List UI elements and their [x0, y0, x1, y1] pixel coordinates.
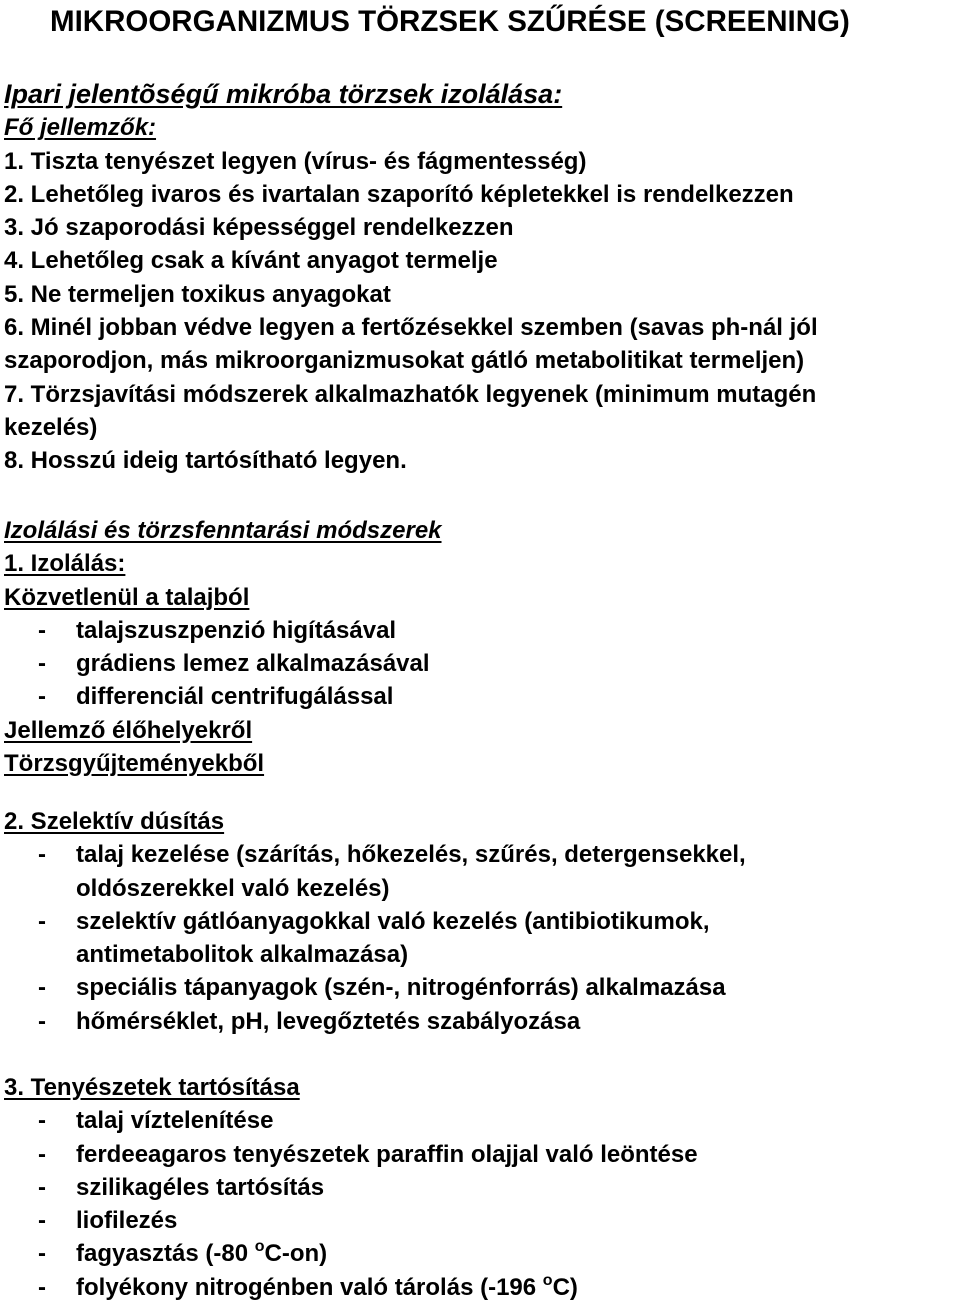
subheading: 1. Izolálás:: [4, 550, 126, 578]
list-item: - ferdeeagaros tenyészetek paraffin olajjal való leöntése: [38, 1140, 698, 1168]
list-item: - folyékony nitrogénben való tárolás (-196 $^o$C): [38, 1271, 578, 1301]
list-item: - speciális tápanyagok (szén-, nitrogénforrás) alkalmazása: [38, 974, 726, 1002]
section-heading: 2. Szelektív dúsítás: [4, 808, 225, 835]
list-item: - liofilezés: [38, 1207, 178, 1235]
list-item: szaporodjon, más mikroorganizmusokat gátló metabolitikat termeljen): [4, 347, 805, 375]
section-culture-preservation: [4, 1071, 698, 1304]
subheading: Jellemző élőhelyekről: [4, 716, 253, 744]
list-item: - hőmérséklet, pH, levegőztetés szabályozása: [38, 1007, 581, 1035]
list-item: 8. Hosszú ideig tartósítható legyen.: [4, 447, 407, 475]
subheading: Fő jellemzők:: [4, 114, 157, 142]
section-heading: 3. Tenyészetek tartósítása: [4, 1074, 300, 1101]
list-item: 4. Lehetőleg csak a kívánt anyagot termelje: [4, 247, 498, 275]
list-item: - szelektív gátlóanyagokkal való kezelés (antibiotikumok,: [38, 907, 710, 935]
list-item-continuation: oldószerekkel való kezelés): [76, 874, 390, 902]
list-item: - grádiens lemez alkalmazásával: [38, 650, 430, 678]
page-title: MIKROORGANIZMUS TÖRZSEK SZŰRÉSE (SCREENING): [50, 5, 850, 38]
list-item: - fagyasztás (-80 $^o$C-on): [38, 1238, 328, 1268]
list-item: 7. Törzsjavítási módszerek alkalmazhatók legyenek (minimum mutagén: [4, 380, 817, 408]
list-item: - talaj kezelése (szárítás, hőkezelés, szűrés, detergensekkel,: [38, 841, 746, 869]
list-item: 1. Tiszta tenyészet legyen (vírus- és fágmentesség): [4, 147, 587, 175]
list-item: 5. Ne termeljen toxikus anyagokat: [4, 280, 391, 308]
subheading: Közvetlenül a talajból: [4, 583, 250, 611]
section-heading: Ipari jelentõségű mikróba törzsek izolálása:: [4, 79, 563, 109]
list-item: kezelés): [4, 413, 98, 441]
section-heading: Izolálási és törzsfenntarási módszerek: [4, 517, 442, 544]
list-item: - talajszuszpenzió higításával: [38, 616, 397, 644]
list-item: - szilikagéles tartósítás: [38, 1173, 325, 1201]
list-item: 2. Lehetőleg ivaros és ivartalan szaporító képletekkel is rendelkezzen: [4, 180, 794, 208]
section-isolation-methods: [4, 514, 442, 780]
section-main-characteristics: [4, 78, 818, 478]
list-item-continuation: antimetabolitok alkalmazása): [76, 941, 409, 969]
list-item: - talaj víztelenítése: [38, 1107, 274, 1135]
list-item: 6. Minél jobban védve legyen a fertőzésekkel szemben (savas ph-nál jól: [4, 314, 818, 342]
subheading: Törzsgyűjteményekből: [4, 750, 265, 778]
list-item: 3. Jó szaporodási képességgel rendelkezzen: [4, 214, 514, 242]
list-item: - differenciál centrifugálással: [38, 683, 394, 711]
section-selective-enrichment: [4, 805, 746, 1038]
